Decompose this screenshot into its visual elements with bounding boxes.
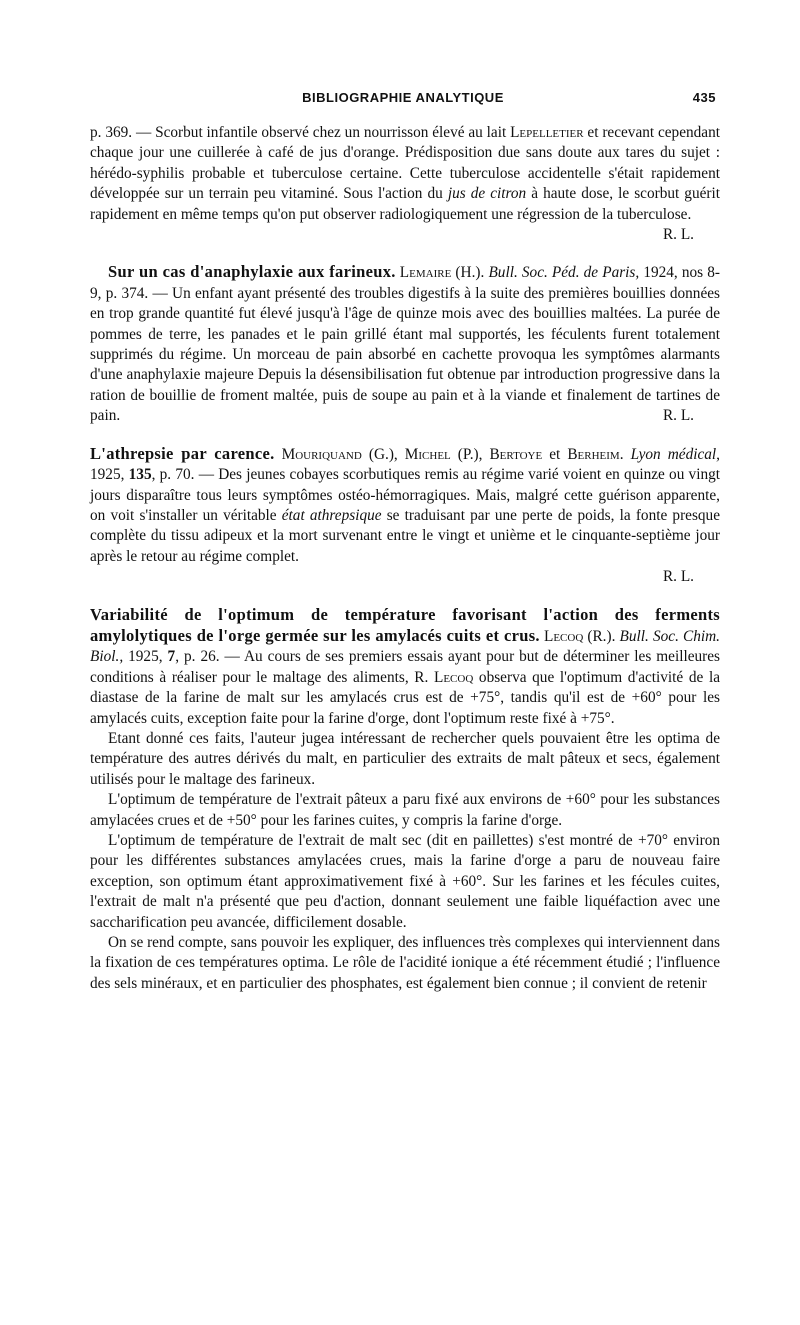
entry-text: se traduisant par une perte de poids, la fonte presque complète du tissu adipeux et la mort survenant entre le vingt et unième et le cinquante-septième jour après le retour au régime complet.: [90, 506, 720, 565]
journal-name: Bull. Soc. Péd. de Paris,: [488, 264, 640, 282]
page-body: [90, 123, 720, 1011]
article-title: Sur un cas d'anaphylaxie aux farineux.: [108, 262, 396, 282]
entry-paragraph: On se rend compte, sans pouvoir les expliquer, des influences très complexes qui interviennent dans la fixation de ces températures optima. Le rôle de l'acidité ionique a été récemment étudié ; l'influence des sels minéraux, et en particulier des phosphates, est également bien connue ; il convient de retenir: [90, 934, 720, 992]
entry-text: Des jeunes cobayes scorbutiques remis au régime varié voient en quinze ou vingt jours disparaître tous leurs symptômes ostéo-hémorragiques. Mais, malgré cette guérison apparente, on voit s'installer un véritable: [90, 466, 721, 524]
entry-paragraph: [90, 262, 720, 426]
author-name: Lecoq: [543, 627, 584, 645]
entry-anaphylaxie: [90, 262, 720, 426]
running-title: BIBLIOGRAPHIE ANALYTIQUE: [302, 90, 504, 105]
citation-volume: 7: [167, 648, 176, 666]
author-initials: (R.).: [583, 627, 620, 645]
entry-paragraph: [90, 444, 720, 567]
italic-term: jus de citron: [447, 185, 527, 203]
entry-text: Au cours de ses premiers essais ayant pour but de déterminer les meilleures conditions à réaliser pour le maltage des aliments, R.: [90, 648, 720, 686]
author-name: Berheim: [567, 445, 620, 463]
reviewer-signature: R. L.: [662, 568, 694, 586]
journal-name: Bull. Soc. Chim. Biol.,: [90, 627, 720, 666]
running-head: [90, 90, 716, 110]
citation-volume: 135: [128, 466, 152, 484]
author-initials: (H.).: [451, 264, 489, 282]
author-initials: (P.),: [450, 445, 490, 463]
entry-paragraph: L'optimum de température de l'extrait de malt sec (dit en paillettes) s'est montré de +70° environ pour les différentes substances amylacées crues, mais la farine d'orge a paru de nouveau faire exception, son optimum étant approximativement fixé à +60°. Sur les farines et les fécules cuites, l'extrait de malt n'a présenté que peu d'action, donnant seulement une faible liquéfaction avec une saccharification peu avancée, difficilement dosable.: [90, 832, 720, 931]
author-separator: .: [619, 445, 631, 463]
entry-text: à haute dose, le scorbut guérit rapidement en même temps qu'on put observer radiologiquement une régression de la tuberculose.: [90, 185, 720, 223]
author-separator: et: [542, 445, 568, 463]
citation-year: 1925,: [90, 466, 129, 484]
reviewer-signature: R. L.: [662, 226, 694, 244]
author-name: Michel: [404, 445, 451, 463]
entry-text: observa que l'optimum d'activité de la diastase de la farine de malt sur les amylacés crus est de +75°, tandis qu'il est de +60° pour les amylacés cuits, exception faite pour la farine d'orge, dont l'optimum reste fixé à +75°.: [90, 668, 720, 727]
entry-text: et recevant cependant chaque jour une cuillerée à café de jus d'orange. Prédisposition due sans doute aux tares du sujet : hérédo-syphilis probable et tuberculose certaine. Cette tuberculose accidentelle s'était rapidement développée sur un terrain peu vitaminé. Sous l'action du: [90, 124, 720, 203]
journal-name: Lyon médical,: [630, 445, 720, 463]
citation-year: 1925,: [123, 648, 168, 666]
reviewer-signature: R. L.: [662, 407, 694, 425]
author-initials: (G.),: [361, 445, 405, 463]
entry-paragraph: [90, 123, 720, 244]
entry-paragraph: [90, 605, 720, 729]
citation-details: , p. 70. —: [151, 466, 219, 484]
italic-term: état athrepsique: [281, 506, 382, 524]
author-name: Lemaire: [399, 264, 452, 282]
author-name: Bertoye: [489, 445, 543, 463]
entry-variabilite: [90, 605, 720, 995]
entry-athrepsie: [90, 444, 720, 588]
article-title: Variabilité de l'optimum de température favorisant l'action des ferments amylolytiques de l'orge germée sur les amylacés cuits et crus.: [90, 604, 720, 645]
author-name: Mouriquand: [281, 445, 362, 463]
entry-paragraph: Etant donné ces faits, l'auteur jugea intéressant de rechercher quels pouvaient être les optima de température des autres dérivés du malt, en particulier des extraits de malt pâteux et secs, également utilisés pour le maltage des farineux.: [90, 729, 720, 788]
article-title: L'athrepsie par carence.: [90, 443, 275, 463]
page-number: 435: [692, 90, 716, 105]
entry-text: p. 369. — Scorbut infantile observé chez un nourrisson élevé au lait: [90, 124, 511, 141]
entry-paragraph: L'optimum de température de l'extrait pâteux a paru fixé aux environs de +60° pour les substances amylacées crues et de +50° pour les farines cuites, y compris la farine d'orge.: [90, 791, 720, 829]
entry-scorbut: [90, 123, 720, 245]
entry-text: Un enfant ayant présenté des troubles digestifs à la suite des premières bouillies données en trop grande quantité fut élevé jusqu'à l'âge de quinze mois avec des bouillies maltées. La purée de pommes de terre, les panades et le pain grillé étant mal supportés, les féculents furent totalement supprimés du régime. Un morceau de pain absorbé en cachette provoqua les symptômes alarmants d'une anaphylaxie majeure Depuis la désensibilisation fut obtenue par introduction progressive dans la ration de bouillie de froment maltée, puis de soupe au pain et à la viande et finalement de tartines de pain.: [90, 284, 720, 425]
author-name: Lepelletier: [510, 124, 584, 141]
citation-details: , p. 26. —: [175, 648, 244, 666]
citation-details: 1924, nos 8-9, p. 374. —: [90, 264, 720, 302]
author-name: Lecoq: [433, 668, 474, 686]
